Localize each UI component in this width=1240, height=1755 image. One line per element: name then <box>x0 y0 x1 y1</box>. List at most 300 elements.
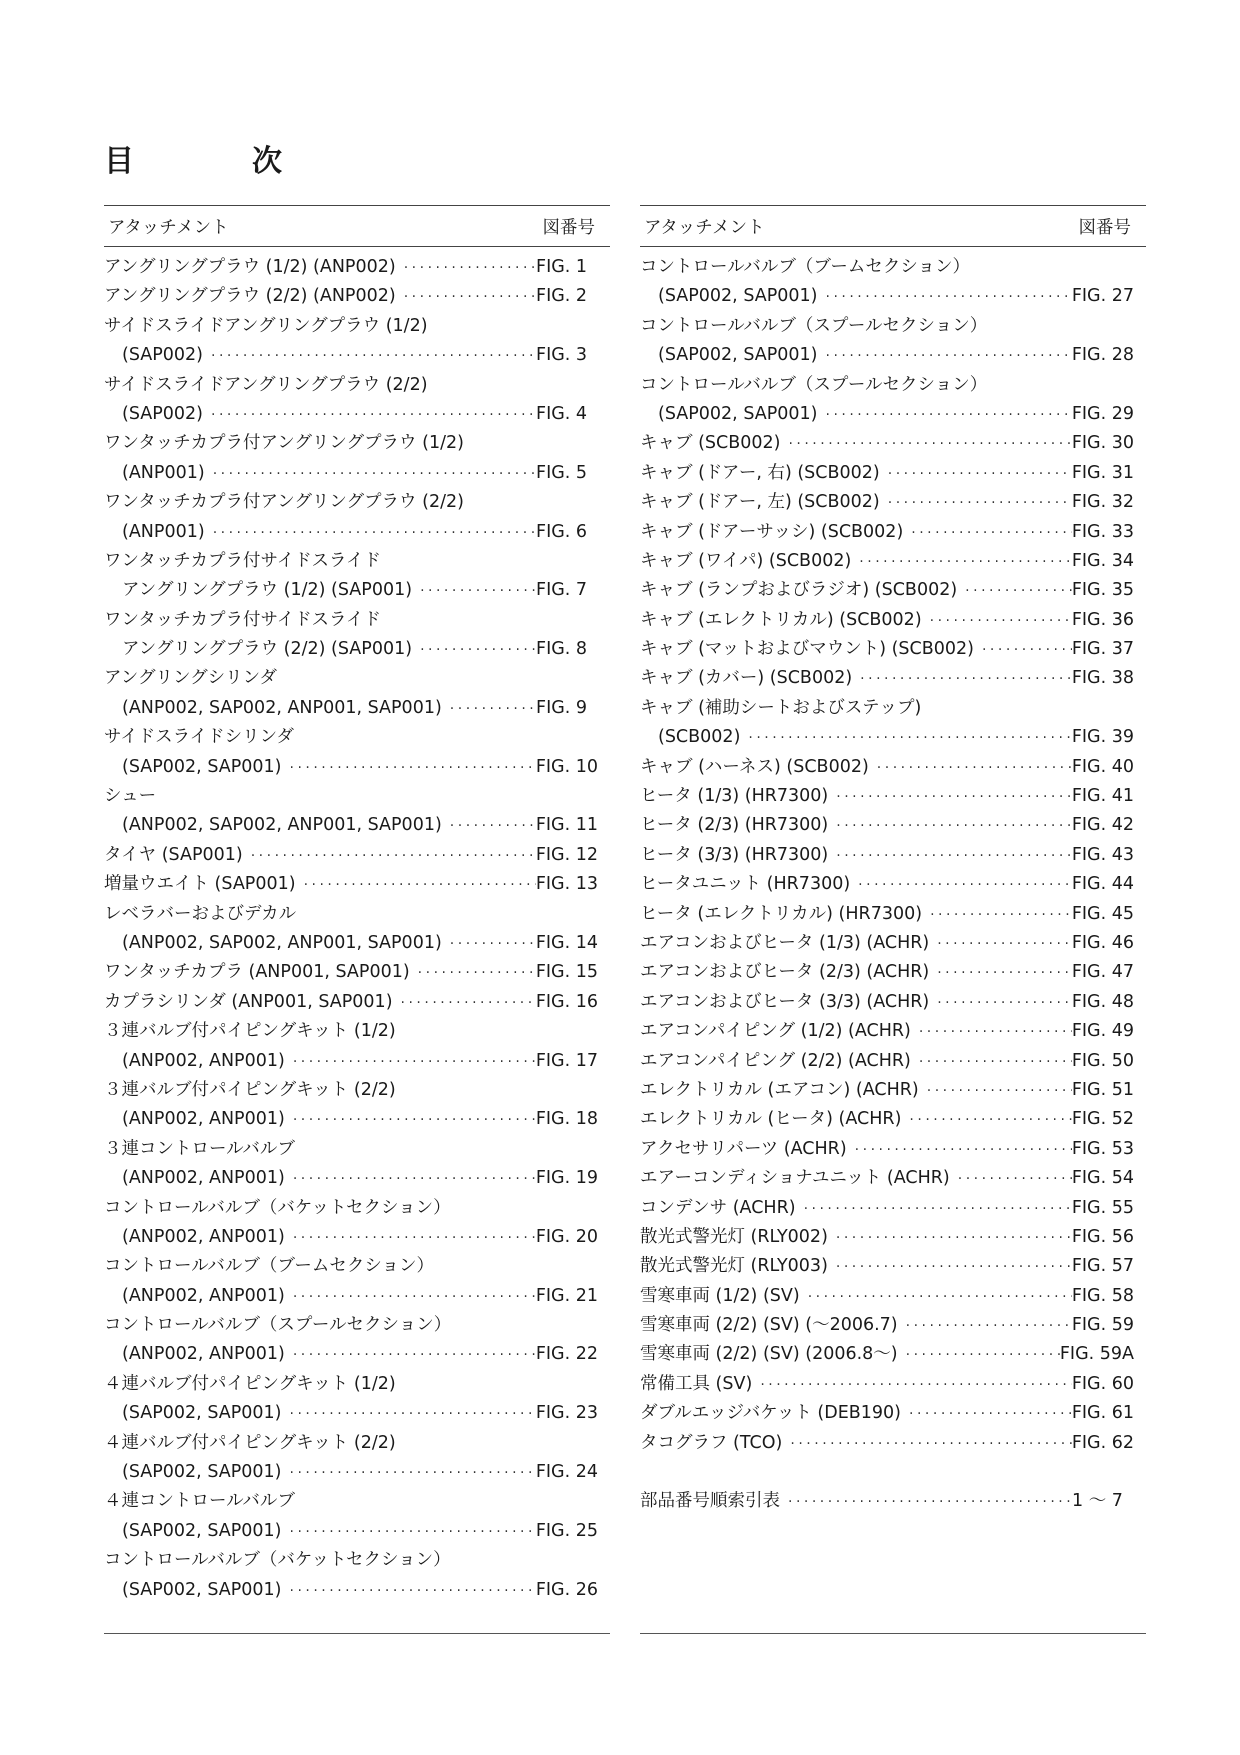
toc-entry-heading <box>104 1194 610 1223</box>
toc-entry-title: (ANP002, ANP001) <box>122 1109 285 1130</box>
toc-entry[interactable] <box>104 635 610 664</box>
toc-figure-ref: FIG. 4 <box>536 403 588 424</box>
toc-entry-heading <box>104 1429 610 1458</box>
toc-entry-title: 部品番号順索引表 <box>640 1491 780 1512</box>
toc-entry[interactable] <box>104 1105 610 1134</box>
toc-entry[interactable] <box>104 1223 610 1252</box>
toc-entry[interactable] <box>640 1194 1146 1223</box>
toc-entry-title: ４連コントロールバルブ <box>104 1491 295 1512</box>
toc-entry[interactable] <box>104 1576 610 1605</box>
toc-entry-title: ヒータ (エレクトリカル) (HR7300) <box>640 903 923 924</box>
toc-entry-title: ワンタッチカプラ付サイドスライド <box>104 550 382 571</box>
dot-leader <box>930 607 1072 636</box>
toc-entry-heading <box>640 371 1146 400</box>
toc-figure-ref: FIG. 59 <box>1071 1315 1134 1336</box>
toc-entry-title: (ANP002, ANP001) <box>122 1226 285 1247</box>
dot-leader <box>836 842 1072 871</box>
dot-leader <box>877 754 1072 783</box>
dot-leader <box>982 636 1072 665</box>
dot-leader <box>909 1400 1072 1429</box>
toc-entry-heading <box>104 1546 610 1575</box>
toc-entry-title: アングリングシリンダ <box>104 668 277 689</box>
dot-leader <box>937 989 1072 1018</box>
toc-entry[interactable] <box>104 929 610 958</box>
page-title: 目 次 <box>104 144 326 179</box>
toc-figure-ref: FIG. 8 <box>536 639 588 660</box>
toc-figure-ref: FIG. 60 <box>1071 1373 1134 1394</box>
toc-entry-heading <box>104 782 610 811</box>
toc-figure-ref: FIG. 43 <box>1071 844 1134 865</box>
toc-figure-ref: FIG. 25 <box>535 1520 598 1541</box>
toc-entry[interactable] <box>104 341 610 370</box>
toc-figure-ref: FIG. 29 <box>1071 403 1134 424</box>
toc-figure-ref: FIG. 46 <box>1071 932 1134 953</box>
toc-entry-heading <box>104 1370 610 1399</box>
toc-figure-ref: FIG. 41 <box>1071 786 1134 807</box>
toc-figure-ref: FIG. 32 <box>1071 492 1134 513</box>
toc-header <box>640 205 1146 247</box>
toc-entry[interactable] <box>104 1517 610 1546</box>
toc-entry-title: コントロールバルブ（バケットセクション） <box>104 1197 451 1218</box>
toc-entry-heading <box>104 900 610 929</box>
dot-leader <box>855 1136 1072 1165</box>
toc-entry-title: 雪寒車両 (2/2) (SV) (2006.8～) <box>640 1344 898 1365</box>
toc-figure-ref: FIG. 2 <box>536 286 588 307</box>
toc-figure-ref: FIG. 24 <box>535 1462 598 1483</box>
toc-figure-ref: FIG. 17 <box>535 1050 598 1071</box>
toc-entry[interactable] <box>640 958 1146 987</box>
toc-entry-title: シュー <box>104 786 157 807</box>
toc-entry-heading <box>640 253 1146 282</box>
toc-figure-ref: FIG. 16 <box>535 991 598 1012</box>
toc-entry[interactable] <box>640 988 1146 1017</box>
dot-leader <box>836 812 1072 841</box>
toc-entry-title: レベラバーおよびデカル <box>104 903 297 924</box>
dot-leader <box>804 1195 1072 1224</box>
dot-leader <box>420 636 536 665</box>
dot-leader <box>965 577 1072 606</box>
toc-entry-heading <box>640 312 1146 341</box>
toc-entry-heading <box>104 1076 610 1105</box>
dot-leader <box>836 1253 1072 1282</box>
toc-entry-title: (SAP002, SAP001) <box>122 1462 282 1483</box>
toc-entry-title: (SAP002, SAP001) <box>122 756 282 777</box>
toc-figure-ref: FIG. 58 <box>1071 1285 1134 1306</box>
toc-entry-title: (ANP002, ANP001) <box>122 1050 285 1071</box>
toc-entry-title: キャブ (補助シートおよびステップ) <box>640 697 922 718</box>
toc-figure-ref: FIG. 37 <box>1071 639 1134 660</box>
toc-entry-title: コントロールバルブ（スプールセクション） <box>640 374 988 395</box>
toc-header <box>104 205 610 247</box>
toc-entry-title: キャブ (エレクトリカル) (SCB002) <box>640 609 922 630</box>
toc-figure-ref: FIG. 30 <box>1071 433 1134 454</box>
toc-figure-ref: FIG. 26 <box>535 1579 598 1600</box>
toc-figure-ref: FIG. 11 <box>535 815 598 836</box>
toc-entry-heading <box>640 694 1146 723</box>
toc-entry-title: エアコンおよびヒータ (2/3) (ACHR) <box>640 962 930 983</box>
toc-entry-title: エアコンおよびヒータ (3/3) (ACHR) <box>640 991 930 1012</box>
toc-entry[interactable] <box>640 576 1146 605</box>
dot-leader <box>213 460 536 489</box>
toc-entry-title: ヒータ (3/3) (HR7300) <box>640 844 829 865</box>
toc-entry[interactable] <box>104 694 610 723</box>
toc-entry[interactable] <box>640 1076 1146 1105</box>
dot-leader <box>450 695 536 724</box>
toc-figure-ref: FIG. 31 <box>1071 462 1134 483</box>
toc-entry[interactable] <box>640 1017 1146 1046</box>
toc-figure-ref: FIG. 23 <box>535 1403 598 1424</box>
toc-entry-heading <box>104 1252 610 1281</box>
toc-figure-ref: FIG. 42 <box>1071 815 1134 836</box>
toc-figure-ref: FIG. 61 <box>1071 1403 1134 1424</box>
toc-figure-ref: FIG. 44 <box>1071 874 1134 895</box>
dot-leader <box>927 1077 1072 1106</box>
toc-entry-title: (ANP002, SAP002, ANP001, SAP001) <box>122 815 442 836</box>
footer-rule-right <box>640 1633 1146 1634</box>
toc-entry[interactable] <box>640 1164 1146 1193</box>
dot-leader <box>211 401 536 430</box>
toc-entry-title: (SAP002, SAP001) <box>658 403 818 424</box>
toc-figure-ref: FIG. 19 <box>535 1168 598 1189</box>
toc-figure-ref: FIG. 34 <box>1071 550 1134 571</box>
toc-entry-title: キャブ (マットおよびマウント) (SCB002) <box>640 639 974 660</box>
toc-entry[interactable] <box>104 1340 610 1369</box>
toc-entry-heading <box>104 547 610 576</box>
toc-entry-heading <box>104 1487 610 1516</box>
toc-list-left <box>104 253 610 1605</box>
toc-entry[interactable] <box>104 870 610 899</box>
toc-entry-title: アングリングプラウ (2/2) (SAP001) <box>122 639 413 660</box>
toc-entry[interactable] <box>640 1047 1146 1076</box>
toc-figure-ref: FIG. 10 <box>535 756 598 777</box>
attachment-column-header: アタッチメント <box>644 217 765 238</box>
toc-entry[interactable] <box>640 753 1146 782</box>
toc-figure-ref: FIG. 9 <box>536 697 588 718</box>
toc-entry[interactable] <box>104 400 610 429</box>
toc-entry-title: キャブ (カバー) (SCB002) <box>640 668 853 689</box>
dot-leader <box>760 1371 1072 1400</box>
dot-leader <box>404 254 536 283</box>
toc-entry[interactable] <box>640 1340 1146 1369</box>
toc-entry[interactable] <box>640 1399 1146 1428</box>
toc-entry[interactable] <box>104 518 610 547</box>
toc-entry-title: (SAP002) <box>122 345 204 366</box>
toc-entry-title: エレクトリカル (ヒータ) (ACHR) <box>640 1109 902 1130</box>
dot-leader <box>290 1577 536 1606</box>
toc-entry-title: コンデンサ (ACHR) <box>640 1197 796 1218</box>
toc-entry[interactable] <box>640 1135 1146 1164</box>
dot-leader <box>937 930 1072 959</box>
toc-entry-heading <box>104 1135 610 1164</box>
toc-entry[interactable] <box>104 1399 610 1428</box>
toc-entry[interactable] <box>640 664 1146 693</box>
toc-entry-title: (ANP002, ANP001) <box>122 1285 285 1306</box>
toc-entry[interactable] <box>640 900 1146 929</box>
toc-figure-ref: FIG. 28 <box>1071 345 1134 366</box>
toc-entry[interactable] <box>640 518 1146 547</box>
toc-figure-ref: FIG. 47 <box>1071 962 1134 983</box>
toc-entry-title: ４連バルブ付パイピングキット (2/2) <box>104 1432 396 1453</box>
dot-leader <box>290 1400 536 1429</box>
toc-entry[interactable] <box>640 1105 1146 1134</box>
toc-entry[interactable] <box>640 635 1146 664</box>
toc-entry-title: (ANP002, ANP001) <box>122 1344 285 1365</box>
toc-entry[interactable] <box>640 1311 1146 1340</box>
dot-leader <box>790 1430 1071 1459</box>
toc-entry[interactable] <box>104 1164 610 1193</box>
toc-figure-ref: FIG. 40 <box>1071 756 1134 777</box>
toc-entry-title: タイヤ (SAP001) <box>104 844 243 865</box>
toc-entry-title: キャブ (ハーネス) (SCB002) <box>640 756 869 777</box>
dot-leader <box>304 871 536 900</box>
dot-leader <box>290 754 536 783</box>
toc-entry-title: (ANP001) <box>122 462 205 483</box>
toc-entry-heading <box>104 606 610 635</box>
toc-entry-heading <box>104 488 610 517</box>
dot-leader <box>211 342 536 371</box>
dot-leader <box>906 1312 1072 1341</box>
toc-entry[interactable] <box>640 870 1146 899</box>
toc-figure-ref: FIG. 38 <box>1071 668 1134 689</box>
toc-figure-ref: FIG. 54 <box>1071 1168 1134 1189</box>
toc-entry-title: ３連バルブ付パイピングキット (1/2) <box>104 1021 396 1042</box>
toc-figure-ref: FIG. 12 <box>535 844 598 865</box>
toc-entry-title: カプラシリンダ (ANP001, SAP001) <box>104 991 393 1012</box>
dot-leader <box>418 959 536 988</box>
toc-entry-title: 雪寒車両 (2/2) (SV) (～2006.7) <box>640 1315 898 1336</box>
dot-leader <box>958 1165 1072 1194</box>
toc-figure-ref: 1 ～ 7 <box>1072 1491 1123 1512</box>
dot-leader <box>401 989 536 1018</box>
toc-entry-title: コントロールバルブ（バケットセクション） <box>104 1550 451 1571</box>
toc-entry[interactable] <box>640 1252 1146 1281</box>
toc-entry-title: エアコンおよびヒータ (1/3) (ACHR) <box>640 932 930 953</box>
toc-entry-title: キャブ (ドアー, 左) (SCB002) <box>640 492 880 513</box>
toc-entry[interactable] <box>640 841 1146 870</box>
toc-entry-title: ワンタッチカプラ付サイドスライド <box>104 609 382 630</box>
toc-entry-title: サイドスライドアングリングプラウ (2/2) <box>104 374 428 395</box>
toc-entry-title: アングリングプラウ (1/2) (SAP001) <box>122 580 413 601</box>
dot-leader <box>808 1283 1072 1312</box>
dot-leader <box>748 724 1071 753</box>
toc-entry[interactable] <box>640 723 1146 752</box>
dot-leader <box>404 283 536 312</box>
dot-leader <box>293 1224 536 1253</box>
toc-figure-ref: FIG. 49 <box>1071 1021 1134 1042</box>
dot-leader <box>860 665 1072 694</box>
toc-entry-heading <box>104 312 610 341</box>
toc-entry-title: アングリングプラウ (1/2) (ANP002) <box>104 257 396 277</box>
dot-leader <box>836 783 1072 812</box>
toc-figure-ref: FIG. 55 <box>1071 1197 1134 1218</box>
toc-entry-title: 散光式警光灯 (RLY002) <box>640 1226 828 1247</box>
toc-figure-ref: FIG. 56 <box>1071 1226 1134 1247</box>
toc-entry-title: キャブ (ランプおよびラジオ) (SCB002) <box>640 580 958 601</box>
dot-leader <box>293 1165 536 1194</box>
toc-figure-ref: FIG. 57 <box>1071 1256 1134 1277</box>
toc-entry-heading <box>104 429 610 458</box>
toc-entry-heading <box>104 723 610 752</box>
toc-entry-title: (ANP002, ANP001) <box>122 1168 285 1189</box>
toc-entry-title: ３連バルブ付パイピングキット (2/2) <box>104 1079 396 1100</box>
toc-entry[interactable] <box>640 459 1146 488</box>
figure-number-column-header: 図番号 <box>542 217 595 238</box>
toc-entry-title: (ANP001) <box>122 521 205 542</box>
toc-entry[interactable] <box>104 459 610 488</box>
toc-entry-title: (SAP002, SAP001) <box>122 1520 282 1541</box>
toc-entry[interactable] <box>104 841 610 870</box>
toc-entry-title: ４連バルブ付パイピングキット (1/2) <box>104 1373 396 1394</box>
dot-leader <box>293 1283 536 1312</box>
toc-entry-title: コントロールバルブ（ブームセクション） <box>640 257 971 277</box>
toc-entry[interactable] <box>640 1223 1146 1252</box>
toc-entry-title: 散光式警光灯 (RLY003) <box>640 1256 828 1277</box>
toc-figure-ref: FIG. 53 <box>1071 1138 1134 1159</box>
toc-entry-title: 常備工具 (SV) <box>640 1373 753 1394</box>
dot-leader <box>888 489 1072 518</box>
toc-figure-ref: FIG. 7 <box>536 580 588 601</box>
dot-leader <box>450 812 536 841</box>
toc-entry-title: ワンタッチカプラ付アングリングプラウ (2/2) <box>104 492 464 513</box>
toc-figure-ref: FIG. 22 <box>535 1344 598 1365</box>
toc-entry-heading <box>104 1017 610 1046</box>
dot-leader <box>930 901 1072 930</box>
toc-entry[interactable] <box>640 811 1146 840</box>
toc-figure-ref: FIG. 36 <box>1071 609 1134 630</box>
toc-entry-title: (ANP002, SAP002, ANP001, SAP001) <box>122 697 442 718</box>
toc-entry[interactable] <box>640 547 1146 576</box>
dot-leader <box>788 1488 1072 1517</box>
toc-entry[interactable] <box>640 488 1146 517</box>
toc-entry-title: (SAP002, SAP001) <box>122 1579 282 1600</box>
toc-figure-ref: FIG. 35 <box>1071 580 1134 601</box>
dot-leader <box>420 577 536 606</box>
toc-entry-title: サイドスライドシリンダ <box>104 727 294 748</box>
toc-figure-ref: FIG. 51 <box>1071 1079 1134 1100</box>
toc-figure-ref: FIG. 13 <box>535 874 598 895</box>
toc-entry[interactable] <box>104 253 610 282</box>
toc-entry[interactable] <box>104 753 610 782</box>
toc-figure-ref: FIG. 62 <box>1071 1432 1134 1453</box>
toc-entry[interactable] <box>640 400 1146 429</box>
toc-entry[interactable] <box>104 576 610 605</box>
toc-entry-title: エアコンパイピング (2/2) (ACHR) <box>640 1050 911 1071</box>
toc-column-left <box>104 205 610 1605</box>
toc-entry[interactable] <box>104 811 610 840</box>
toc-figure-ref: FIG. 48 <box>1071 991 1134 1012</box>
toc-list-right <box>640 253 1146 1517</box>
toc-entry-title: アクセサリパーツ (ACHR) <box>640 1138 847 1159</box>
toc-entry[interactable] <box>104 1047 610 1076</box>
toc-entry-title: (SAP002, SAP001) <box>658 345 818 366</box>
dot-leader <box>919 1048 1072 1077</box>
toc-entry-title: サイドスライドアングリングプラウ (1/2) <box>104 315 428 336</box>
toc-entry[interactable] <box>104 988 610 1017</box>
toc-entry-title: キャブ (ドアー, 右) (SCB002) <box>640 462 880 483</box>
toc-figure-ref: FIG. 15 <box>535 962 598 983</box>
toc-entry[interactable] <box>640 1429 1146 1458</box>
dot-leader <box>251 842 536 871</box>
toc-entry[interactable] <box>104 958 610 987</box>
dot-leader <box>859 548 1072 577</box>
toc-entry-title: 雪寒車両 (1/2) (SV) <box>640 1285 800 1306</box>
toc-figure-ref: FIG. 39 <box>1071 727 1134 748</box>
dot-leader <box>911 519 1072 548</box>
toc-column-right <box>640 205 1146 1517</box>
toc-entry-heading <box>104 371 610 400</box>
toc-figure-ref: FIG. 59A <box>1059 1344 1134 1365</box>
toc-entry-title: ヒータ (2/3) (HR7300) <box>640 815 829 836</box>
dot-leader <box>906 1341 1060 1370</box>
toc-entry[interactable] <box>104 1458 610 1487</box>
dot-leader <box>858 871 1072 900</box>
dot-leader <box>290 1459 536 1488</box>
dot-leader <box>919 1018 1072 1047</box>
dot-leader <box>213 519 536 548</box>
dot-leader <box>788 430 1071 459</box>
toc-entry-title: コントロールバルブ（スプールセクション） <box>104 1315 452 1336</box>
figure-number-column-header: 図番号 <box>1078 217 1131 238</box>
toc-entry-title: (ANP002, SAP002, ANP001, SAP001) <box>122 932 442 953</box>
toc-figure-ref: FIG. 5 <box>536 462 588 483</box>
toc-figure-ref: FIG. 33 <box>1071 521 1134 542</box>
dot-leader <box>937 959 1072 988</box>
toc-entry[interactable] <box>104 282 610 311</box>
toc-figure-ref: FIG. 1 <box>536 257 588 277</box>
toc-entry[interactable] <box>640 341 1146 370</box>
toc-entry-title: ヒータ (1/3) (HR7300) <box>640 786 829 807</box>
toc-figure-ref: FIG. 18 <box>535 1109 598 1130</box>
toc-entry[interactable] <box>640 1487 1146 1516</box>
toc-figure-ref: FIG. 27 <box>1071 286 1134 307</box>
toc-entry-title: エレクトリカル (エアコン) (ACHR) <box>640 1079 919 1100</box>
dot-leader <box>293 1048 536 1077</box>
toc-figure-ref: FIG. 14 <box>535 932 598 953</box>
footer-rule-left <box>104 1633 610 1634</box>
toc-figure-ref: FIG. 3 <box>536 345 588 366</box>
toc-entry-title: キャブ (SCB002) <box>640 433 781 454</box>
dot-leader <box>826 401 1072 430</box>
attachment-column-header: アタッチメント <box>108 217 229 238</box>
toc-entry[interactable] <box>640 782 1146 811</box>
toc-entry-heading <box>104 1311 610 1340</box>
toc-entry-heading <box>104 664 610 693</box>
toc-entry[interactable] <box>640 929 1146 958</box>
toc-entry[interactable] <box>640 1370 1146 1399</box>
toc-entry[interactable] <box>640 606 1146 635</box>
dot-leader <box>290 1518 536 1547</box>
toc-entry[interactable] <box>104 1282 610 1311</box>
toc-figure-ref: FIG. 6 <box>536 521 588 542</box>
toc-entry-title: (SCB002) <box>658 727 741 748</box>
toc-entry-title: ワンタッチカプラ (ANP001, SAP001) <box>104 962 410 983</box>
toc-entry-title: ワンタッチカプラ付アングリングプラウ (1/2) <box>104 433 464 454</box>
toc-entry[interactable] <box>640 282 1146 311</box>
toc-entry[interactable] <box>640 1282 1146 1311</box>
toc-figure-ref: FIG. 45 <box>1071 903 1134 924</box>
dot-leader <box>888 460 1072 489</box>
toc-entry-title: コントロールバルブ（ブームセクション） <box>104 1256 435 1277</box>
toc-figure-ref: FIG. 52 <box>1071 1109 1134 1130</box>
dot-leader <box>450 930 536 959</box>
toc-entry-title: ３連コントロールバルブ <box>104 1138 295 1159</box>
toc-figure-ref: FIG. 20 <box>535 1226 598 1247</box>
dot-leader <box>826 283 1072 312</box>
toc-entry[interactable] <box>640 429 1146 458</box>
toc-entry-title: (SAP002) <box>122 403 204 424</box>
dot-leader <box>836 1224 1072 1253</box>
toc-entry-title: タコグラフ (TCO) <box>640 1432 783 1453</box>
